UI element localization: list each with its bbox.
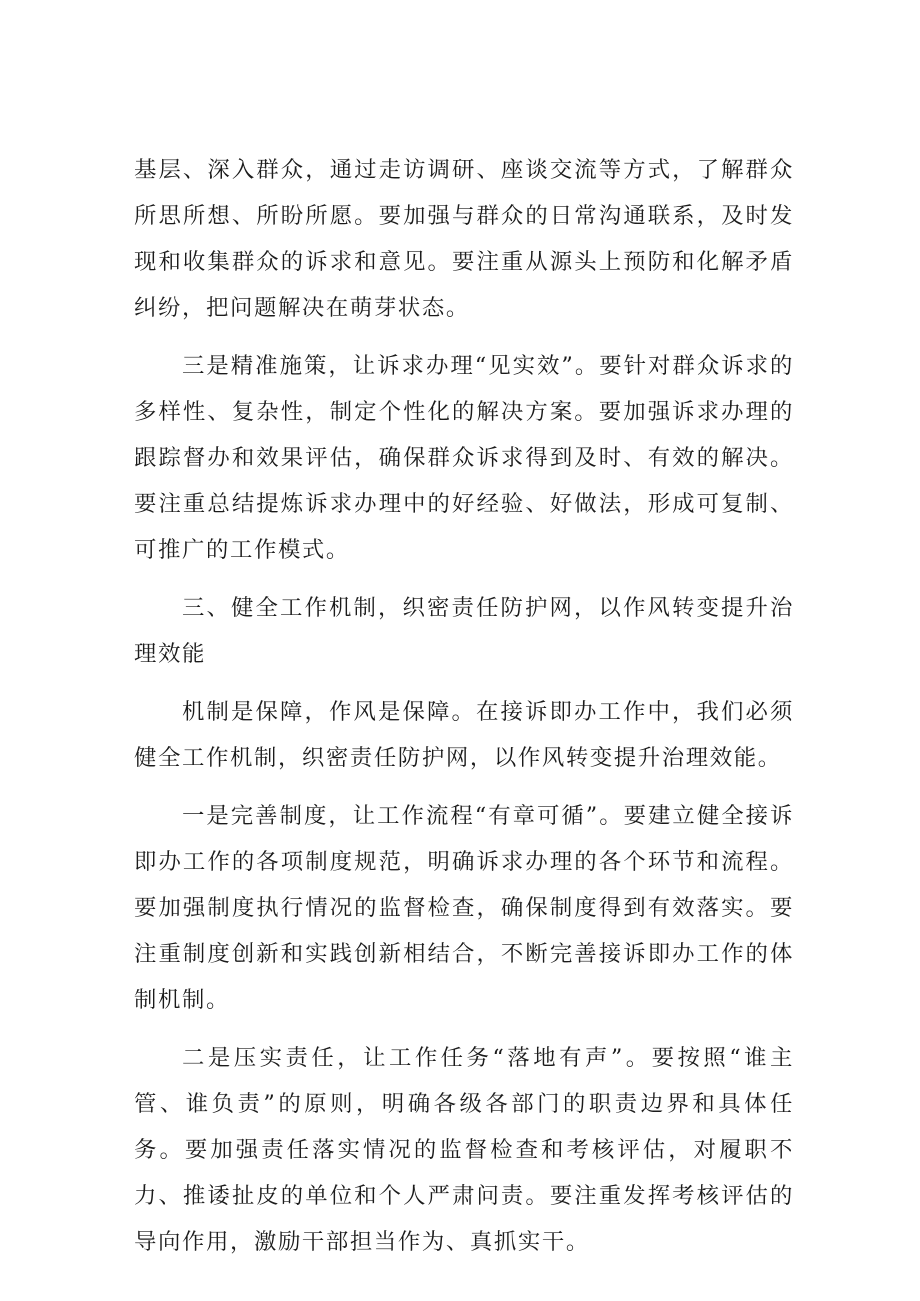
paragraph-point-one: 一是完善制度，让工作流程“有章可循”。要建立健全接诉即办工作的各项制度规范，明确诉求办理的各个环节和流程。要加强制度执行情况的监督检查，确保制度得到有效落实。要注重制度创新和实践创新相结合，不断完善接诉即办工作的体制机制。 — [134, 803, 794, 1013]
paragraph-point-two: 二是压实责任，让工作任务“落地有声”。要按照“谁主管、谁负责”的原则，明确各级各部门的职责边界和具体任务。要加强责任落实情况的监督检查和考核评估，对履职不力、推诿扯皮的单位和个人严肃问责。要注重发挥考核评估的导向作用，激励干部担当作为、真抓实干。 — [134, 1045, 794, 1255]
document-body — [134, 147, 794, 1277]
paragraph-point-three: 三是精准施策，让诉求办理“见实效”。要针对群众诉求的多样性、复杂性，制定个性化的解决方案。要加强诉求办理的跟踪督办和效果评估，确保群众诉求得到及时、有效的解决。要注重总结提炼诉求办理中的好经验、好做法，形成可复制、可推广的工作模式。 — [134, 353, 794, 563]
paragraph-mechanism-intro: 机制是保障，作风是保障。在接诉即办工作中，我们必须健全工作机制，织密责任防护网，以作风转变提升治理效能。 — [134, 699, 794, 771]
paragraph-continuation: 基层、深入群众，通过走访调研、座谈交流等方式，了解群众所思所想、所盼所愿。要加强与群众的日常沟通联系，及时发现和收集群众的诉求和意见。要注重从源头上预防和化解矛盾纠纷，把问题解决在萌芽状态。 — [134, 157, 794, 321]
section-heading-three: 三、健全工作机制，织密责任防护网，以作风转变提升治理效能 — [134, 595, 794, 667]
